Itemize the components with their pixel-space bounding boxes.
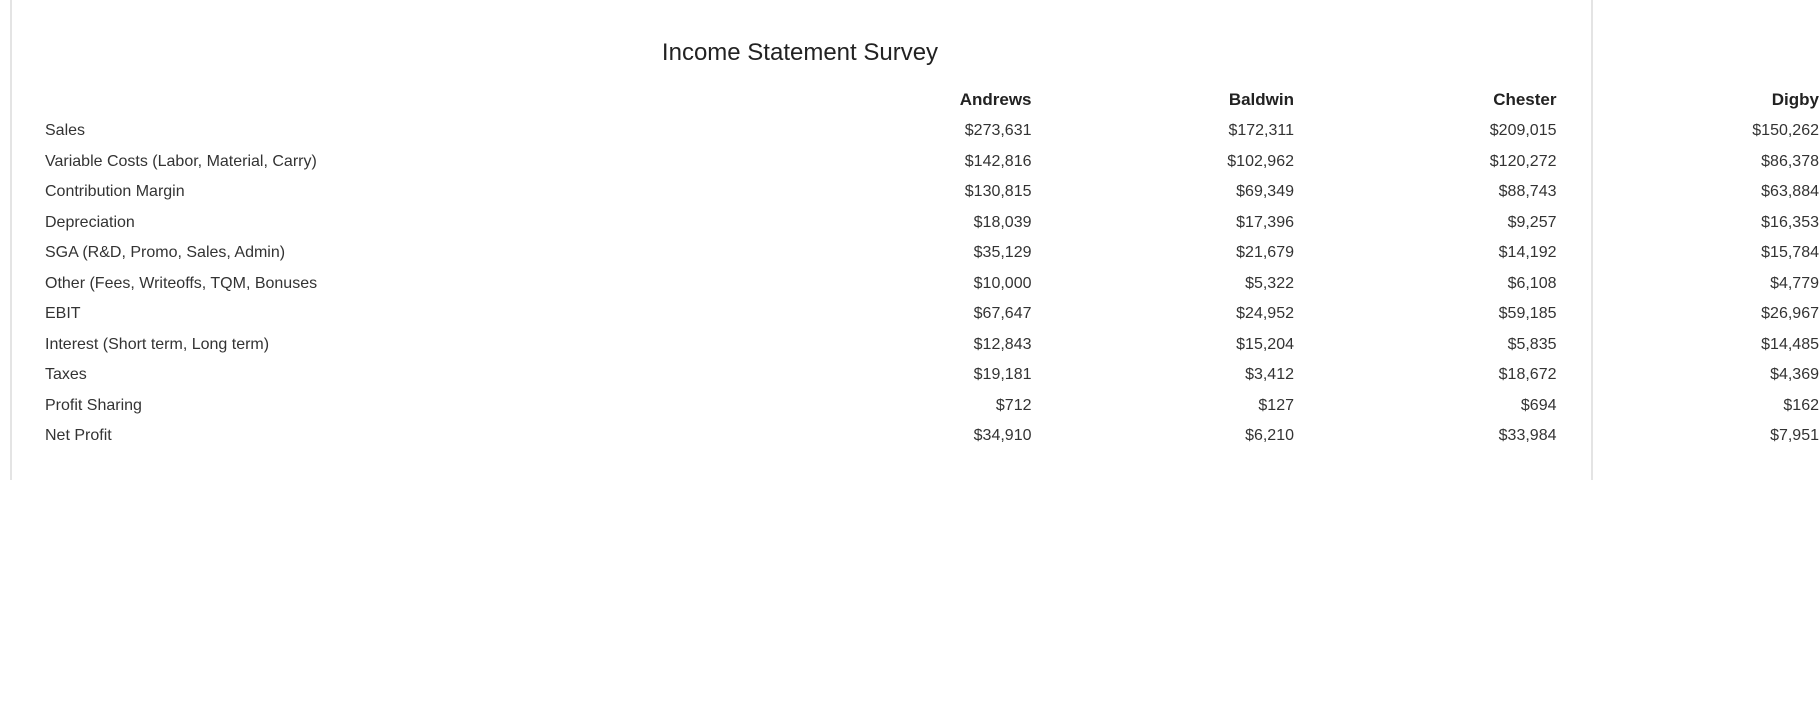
table-cell: $16,353 [1761, 213, 1819, 231]
table-cell: $26,967 [1761, 305, 1819, 323]
table-cell: $88,743 [1498, 183, 1557, 201]
table-cell: $712 [995, 396, 1032, 414]
table-cell: $694 [1520, 396, 1557, 414]
table-cell: $19,181 [973, 366, 1032, 384]
table-row [45, 269, 1819, 300]
row-label: Interest (Short term, Long term) [45, 335, 270, 353]
table-body [45, 116, 1819, 452]
table-header-row [45, 84, 1819, 116]
table-cell: $209,015 [1489, 122, 1557, 140]
table-cell: $15,784 [1761, 244, 1819, 262]
row-label: Contribution Margin [45, 183, 185, 201]
row-label: Profit Sharing [45, 396, 142, 414]
table-cell: $4,779 [1770, 274, 1819, 292]
table-cell: $69,349 [1236, 183, 1294, 201]
table-row [45, 208, 1819, 239]
table-cell: $17,396 [1236, 213, 1294, 231]
table-row [45, 360, 1819, 391]
row-label: Net Profit [45, 427, 112, 445]
table-cell: $67,647 [973, 305, 1032, 323]
table-cell: $24,952 [1236, 305, 1294, 323]
table-cell: $273,631 [964, 122, 1032, 140]
table-cell: $18,039 [973, 213, 1032, 231]
table-cell: $63,884 [1761, 183, 1819, 201]
table-cell: $120,272 [1489, 152, 1557, 170]
table-cell: $86,378 [1761, 152, 1819, 170]
table-cell: $5,835 [1507, 335, 1557, 353]
table-cell: $6,210 [1245, 427, 1294, 445]
income-statement-table [45, 84, 1819, 452]
table-row [45, 147, 1819, 178]
table-cell: $59,185 [1498, 305, 1557, 323]
column-header: Baldwin [1228, 90, 1294, 109]
table-cell: $102,962 [1227, 152, 1294, 170]
table-cell: $127 [1258, 396, 1294, 414]
table-cell: $35,129 [973, 244, 1032, 262]
row-label: EBIT [45, 305, 81, 323]
table-row [45, 238, 1819, 269]
table-cell: $14,485 [1761, 335, 1819, 353]
table-cell: $10,000 [973, 274, 1032, 292]
row-label: Taxes [45, 366, 87, 384]
column-header: Chester [1493, 90, 1557, 109]
table-cell: $21,679 [1236, 244, 1294, 262]
table-cell: $18,672 [1498, 366, 1557, 384]
table-cell: $130,815 [964, 183, 1032, 201]
table-row [45, 330, 1819, 361]
table-cell: $15,204 [1236, 335, 1294, 353]
table-row [45, 299, 1819, 330]
row-label: Variable Costs (Labor, Material, Carry) [45, 152, 317, 170]
table-cell: $7,951 [1770, 427, 1819, 445]
row-label: Other (Fees, Writeoffs, TQM, Bonuses [45, 274, 318, 292]
header-label-column [45, 84, 769, 116]
row-label: Depreciation [45, 213, 135, 231]
table-cell: $34,910 [973, 427, 1032, 445]
table-cell: $9,257 [1507, 213, 1557, 231]
row-label: SGA (R&D, Promo, Sales, Admin) [45, 244, 286, 262]
table-cell: $162 [1783, 396, 1819, 414]
table-cell: $3,412 [1245, 366, 1294, 384]
table-cell: $142,816 [964, 152, 1032, 170]
table-row [45, 116, 1819, 147]
table-cell: $6,108 [1507, 274, 1557, 292]
table-cell: $33,984 [1498, 427, 1557, 445]
table-row [45, 421, 1819, 452]
column-header: Digby [1771, 90, 1819, 109]
column-header: Andrews [959, 90, 1032, 109]
table-cell: $14,192 [1498, 244, 1557, 262]
table-cell: $150,262 [1752, 122, 1819, 140]
table-cell: $4,369 [1770, 366, 1819, 384]
table-cell: $172,311 [1228, 122, 1294, 140]
table-cell: $5,322 [1245, 274, 1294, 292]
page-title: Income Statement Survey [661, 39, 939, 66]
table-row [45, 391, 1819, 422]
table-row [45, 177, 1819, 208]
row-label: Sales [45, 122, 86, 140]
table-cell: $12,843 [973, 335, 1032, 353]
